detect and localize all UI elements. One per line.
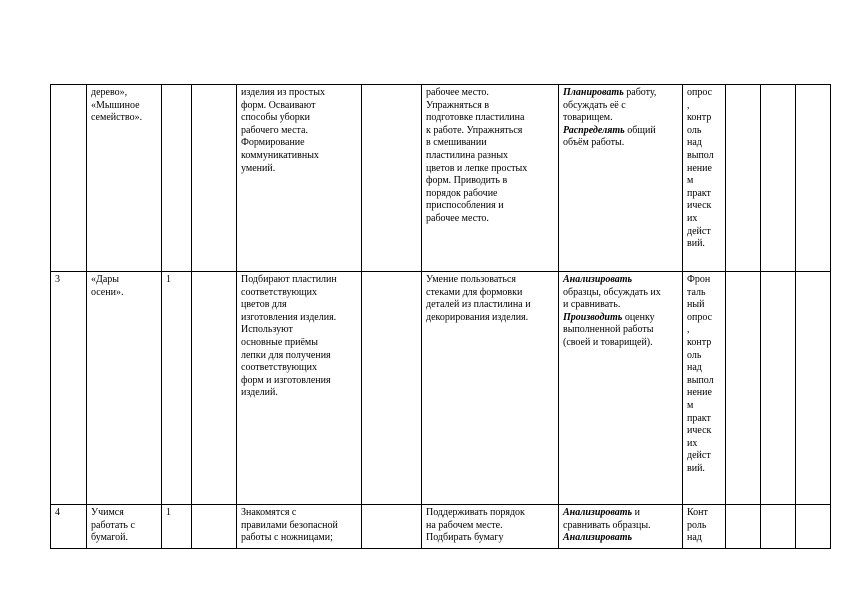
empty-cell [192, 505, 237, 549]
uud-desc: образцы, обсуждать их и сравнивать. [563, 286, 661, 311]
topic-text: «Дары осени». [91, 274, 124, 298]
uud-cell [559, 272, 683, 505]
uud-desc: оценку выполненной работы (своей и товарищей). [563, 311, 655, 348]
lesson-number-cell [51, 272, 87, 505]
content-text: изделия из простых форм. Осваивают способы уборки рабочего места. Формирование коммуникативных умений. [241, 87, 326, 174]
uud-cell [559, 505, 683, 549]
content-text: Подбирают пластилин соответствующих цветов для изготовления изделия. Используют основные приёмы лепки для получения соответствующих форм и изготовления изделий. [241, 274, 337, 399]
control-text: опрос , контр оль над выпол нение м практ ическ их дейст вий. [687, 87, 714, 250]
skills-cell [422, 272, 559, 505]
control-cell [683, 505, 726, 549]
skills-cell [422, 85, 559, 272]
lesson-number-text: 4 [55, 507, 60, 518]
skills-text: Поддерживать порядок на рабочем месте. Подбирать бумагу [426, 507, 525, 544]
empty-cell [796, 505, 831, 549]
uud-desc: общий объём работы. [563, 124, 656, 149]
content-cell [237, 505, 362, 549]
empty-cell [726, 85, 761, 272]
lesson-number-cell [51, 505, 87, 549]
uud-verb: Распределять [563, 124, 625, 136]
empty-cell [362, 505, 422, 549]
hours-text: 1 [166, 507, 171, 518]
hours-cell [162, 505, 192, 549]
topic-cell [87, 272, 162, 505]
content-text: Знакомятся с правилами безопасной работы с ножницами; [241, 507, 338, 544]
content-cell [237, 85, 362, 272]
empty-cell [726, 272, 761, 505]
table-row [51, 505, 831, 549]
topic-text: Учимся работать с бумагой. [91, 507, 135, 544]
uud-text [563, 507, 678, 545]
lesson-number-cell [51, 85, 87, 272]
empty-cell [761, 272, 796, 505]
uud-verb: Анализировать [563, 532, 633, 544]
empty-cell [726, 505, 761, 549]
hours-cell [162, 85, 192, 272]
uud-verb: Анализировать [563, 507, 633, 518]
uud-verb: Планировать [563, 87, 624, 98]
empty-cell [362, 85, 422, 272]
topic-text: дерево», «Мышиное семейство». [91, 87, 143, 124]
control-text: Фрон таль ный опрос , контр оль над выпол нение м практ ическ их дейст вий. [687, 274, 714, 474]
empty-cell [362, 272, 422, 505]
uud-cell [559, 85, 683, 272]
uud-text [563, 87, 678, 150]
topic-cell [87, 505, 162, 549]
empty-cell [796, 85, 831, 272]
skills-cell [422, 505, 559, 549]
table-row [51, 272, 831, 505]
empty-cell [761, 85, 796, 272]
control-cell [683, 272, 726, 505]
uud-verb: Анализировать [563, 274, 633, 285]
hours-text: 1 [166, 274, 171, 285]
topic-cell [87, 85, 162, 272]
empty-cell [796, 272, 831, 505]
control-text: Конт роль над [687, 507, 708, 544]
uud-desc: работу, обсуждать её с товарищем. [563, 87, 657, 124]
empty-cell [761, 505, 796, 549]
hours-cell [162, 272, 192, 505]
lesson-number-text: 3 [55, 274, 60, 285]
skills-text: Умение пользоваться стеками для формовки деталей из пластилина и декорирования изделия. [426, 274, 531, 323]
skills-text: рабочее место. Упражняться в подготовке пластилина к работе. Упражняться в смешивании пластилина разных цветов и лепке простых форм. Приводить в порядок рабочие приспособления и рабочее место. [426, 87, 528, 224]
uud-verb: Производить [563, 311, 623, 323]
table-row [51, 85, 831, 272]
lesson-plan-table [50, 84, 831, 549]
uud-text [563, 274, 678, 350]
empty-cell [192, 272, 237, 505]
content-cell [237, 272, 362, 505]
control-cell [683, 85, 726, 272]
uud-desc: и сравнивать образцы. [563, 507, 651, 531]
empty-cell [192, 85, 237, 272]
